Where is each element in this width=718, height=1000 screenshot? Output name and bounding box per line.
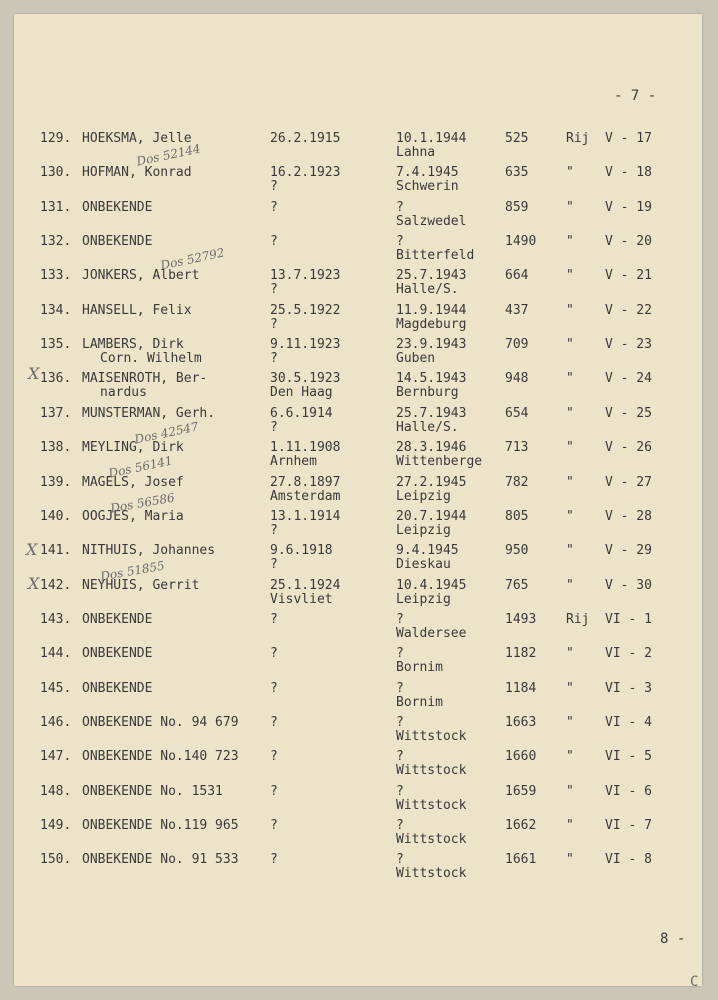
cell-grave: 664 [505, 268, 529, 284]
cell-num: 141. [40, 543, 72, 559]
cell-row: " [566, 199, 574, 215]
cell-row: " [566, 646, 574, 662]
table-row [0, 852, 718, 886]
cell-death: ? [396, 680, 404, 696]
cell-place: Waldersee [396, 625, 467, 641]
cell-row: " [566, 508, 574, 524]
cell-plot: V - 18 [605, 165, 652, 181]
cell-plot: V - 23 [605, 337, 652, 353]
cell-plot: V - 30 [605, 577, 652, 593]
cell-row: " [566, 749, 574, 765]
cell-row: " [566, 405, 574, 421]
cell-name: OOGJES, Maria [82, 508, 184, 524]
cell-grave: 1490 [505, 234, 537, 250]
cell-num: 134. [40, 302, 72, 318]
cell-death: ? [396, 714, 404, 730]
cell-name: HANSELL, Felix [82, 302, 192, 318]
table-row [0, 681, 718, 715]
cell-grave: 859 [505, 199, 529, 215]
cell-grave: 1662 [505, 818, 537, 833]
cell-plot: VI - 7 [605, 818, 652, 833]
cell-birth2: ? [270, 316, 278, 332]
cell-plot: VI - 8 [605, 852, 652, 868]
cell-grave: 1184 [505, 680, 537, 696]
table-row [0, 749, 718, 783]
cell-birth: 30.5.1923 [270, 371, 341, 387]
cell-place: Bernburg [396, 385, 459, 401]
cell-death: ? [396, 852, 404, 868]
cell-birth: 27.8.1897 [270, 474, 341, 490]
cell-plot: V - 27 [605, 474, 652, 490]
cell-name: ONBEKENDE [82, 611, 153, 627]
cell-birth: 1.11.1908 [270, 440, 341, 456]
cell-birth: ? [270, 783, 278, 799]
cell-num: 147. [40, 749, 72, 765]
cell-row: " [566, 714, 574, 730]
cell-birth: 13.1.1914 [270, 508, 341, 524]
cell-birth: 26.2.1915 [270, 131, 341, 146]
cell-death: 25.7.1943 [396, 268, 467, 284]
cell-birth: 25.5.1922 [270, 302, 341, 318]
table-row [0, 165, 718, 199]
cell-name: HOEKSMA, Jelle [82, 131, 192, 146]
cell-plot: V - 20 [605, 234, 652, 250]
corner-mark: C [690, 974, 699, 990]
next-page-marker: 8 - [660, 931, 686, 947]
table-row [0, 268, 718, 302]
table-row [0, 475, 718, 509]
cell-name: JONKERS, Albert [82, 268, 200, 284]
cell-place: Bitterfeld [396, 248, 475, 264]
cell-birth: 9.11.1923 [270, 337, 341, 353]
cell-birth: ? [270, 234, 278, 250]
table-row [0, 784, 718, 818]
cell-place: Leipzig [396, 522, 451, 538]
cell-row: " [566, 474, 574, 490]
cell-row: " [566, 783, 574, 799]
cell-num: 143. [40, 611, 72, 627]
cell-num: 137. [40, 405, 72, 421]
cell-death: 10.1.1944 [396, 131, 467, 146]
cell-plot: V - 26 [605, 440, 652, 456]
handwritten-annotation: Dos 51855 [99, 558, 166, 584]
table-row [0, 818, 718, 852]
cell-birth2: ? [270, 557, 278, 573]
cell-grave: 1661 [505, 852, 537, 868]
cell-death: ? [396, 611, 404, 627]
cell-plot: V - 19 [605, 199, 652, 215]
cell-plot: V - 17 [605, 131, 652, 146]
table-row [0, 371, 718, 405]
cell-place: Wittstock [396, 763, 467, 779]
handwritten-annotation: Dos 56141 [107, 453, 174, 481]
cell-place: Wittstock [396, 866, 467, 882]
table-row [0, 715, 718, 749]
cell-plot: V - 29 [605, 543, 652, 559]
cell-plot: VI - 1 [605, 611, 652, 627]
cell-num: 136. [40, 371, 72, 387]
cell-name: ONBEKENDE [82, 199, 153, 215]
cell-grave: 1493 [505, 611, 537, 627]
cell-birth2: Visvliet [270, 591, 333, 607]
cell-grave: 948 [505, 371, 529, 387]
cell-num: 145. [40, 680, 72, 696]
cell-name: ONBEKENDE No.140 723 [82, 749, 239, 765]
cell-birth2: Arnhem [270, 454, 317, 470]
cell-birth: ? [270, 646, 278, 662]
handwritten-annotation: Dos 56586 [109, 490, 176, 516]
cell-death: 14.5.1943 [396, 371, 467, 387]
cell-place: Schwerin [396, 179, 459, 195]
cell-plot: V - 22 [605, 302, 652, 318]
cell-num: 146. [40, 714, 72, 730]
cell-grave: 437 [505, 302, 529, 318]
cell-row: " [566, 818, 574, 833]
table-row [0, 131, 718, 165]
cell-birth: ? [270, 611, 278, 627]
cell-birth: 16.2.1923 [270, 165, 341, 181]
cell-grave: 1659 [505, 783, 537, 799]
cell-name: ONBEKENDE No. 1531 [82, 783, 223, 799]
cell-row: " [566, 680, 574, 696]
cell-birth2: ? [270, 282, 278, 298]
cell-num: 132. [40, 234, 72, 250]
table-row [0, 509, 718, 543]
cell-birth: ? [270, 749, 278, 765]
cell-death: 25.7.1943 [396, 405, 467, 421]
cell-birth2: ? [270, 351, 278, 367]
cell-place: Lahna [396, 145, 436, 160]
cell-num: 140. [40, 508, 72, 524]
cell-plot: VI - 5 [605, 749, 652, 765]
cell-num: 135. [40, 337, 72, 353]
cell-row: " [566, 165, 574, 181]
cell-death: 27.2.1945 [396, 474, 467, 490]
cell-plot: VI - 6 [605, 783, 652, 799]
table-row [0, 406, 718, 440]
cell-name: MEYLING, Dirk [82, 440, 184, 456]
cell-num: 129. [40, 131, 72, 146]
cell-plot: V - 21 [605, 268, 652, 284]
cell-birth2: ? [270, 179, 278, 195]
cell-death: ? [396, 818, 404, 833]
cell-num: 139. [40, 474, 72, 490]
cell-place: Dieskau [396, 557, 451, 573]
cell-name: MAISENROTH, Ber- [82, 371, 208, 387]
cell-place: Bornim [396, 660, 443, 676]
cell-death: ? [396, 749, 404, 765]
cell-death: 28.3.1946 [396, 440, 467, 456]
cell-birth: ? [270, 714, 278, 730]
cell-grave: 525 [505, 131, 529, 146]
cell-plot: V - 25 [605, 405, 652, 421]
cell-row: " [566, 543, 574, 559]
table-row [0, 646, 718, 680]
cell-row: " [566, 440, 574, 456]
cell-name: MUNSTERMAN, Gerh. [82, 405, 216, 421]
cell-row: " [566, 302, 574, 318]
cell-name: ONBEKENDE No. 91 533 [82, 852, 239, 868]
cell-death: ? [396, 783, 404, 799]
cell-death: 7.4.1945 [396, 165, 459, 181]
cell-grave: 1182 [505, 646, 537, 662]
cell-place: Wittstock [396, 832, 467, 847]
cell-row: " [566, 337, 574, 353]
cell-birth: ? [270, 818, 278, 833]
cell-place: Magdeburg [396, 316, 467, 332]
cell-name: NITHUIS, Johannes [82, 543, 216, 559]
cell-name: MAGELS, Josef [82, 474, 184, 490]
cell-grave: 635 [505, 165, 529, 181]
cell-name: ONBEKENDE [82, 680, 153, 696]
cell-birth2: ? [270, 522, 278, 538]
cell-row: " [566, 852, 574, 868]
cell-place: Halle/S. [396, 282, 459, 298]
handwritten-annotation: Dos 42547 [133, 419, 200, 447]
cell-name: LAMBERS, Dirk [82, 337, 184, 353]
cell-death: 10.4.1945 [396, 577, 467, 593]
cell-place: Guben [396, 351, 436, 367]
cell-name: NEYHUIS, Gerrit [82, 577, 200, 593]
cell-name: HOFMAN, Konrad [82, 165, 192, 181]
table-row [0, 303, 718, 337]
cell-num: 142. [40, 577, 72, 593]
cell-plot: VI - 3 [605, 680, 652, 696]
cell-plot: VI - 4 [605, 714, 652, 730]
table-row [0, 578, 718, 612]
cell-place: Wittstock [396, 797, 467, 813]
cell-place: Wittstock [396, 728, 467, 744]
cell-plot: V - 24 [605, 371, 652, 387]
cell-row: " [566, 371, 574, 387]
cell-death: 23.9.1943 [396, 337, 467, 353]
cell-grave: 654 [505, 405, 529, 421]
cell-birth: 6.6.1914 [270, 405, 333, 421]
cell-death: 20.7.1944 [396, 508, 467, 524]
cell-num: 133. [40, 268, 72, 284]
cell-row: " [566, 577, 574, 593]
cell-death: ? [396, 234, 404, 250]
cell-grave: 709 [505, 337, 529, 353]
cell-plot: VI - 2 [605, 646, 652, 662]
cell-row: Rij [566, 611, 590, 627]
cell-death: 9.4.1945 [396, 543, 459, 559]
cell-birth: 9.6.1918 [270, 543, 333, 559]
cell-name2: nardus [100, 385, 147, 401]
pencil-cross-mark: X [28, 574, 40, 593]
cell-birth2: ? [270, 419, 278, 435]
cell-place: Leipzig [396, 591, 451, 607]
cell-num: 149. [40, 818, 72, 833]
cell-num: 148. [40, 783, 72, 799]
cell-num: 144. [40, 646, 72, 662]
cell-birth2: Amsterdam [270, 488, 341, 504]
handwritten-annotation: Dos 52144 [135, 141, 202, 169]
cell-row: " [566, 268, 574, 284]
cell-grave: 713 [505, 440, 529, 456]
table-row [0, 200, 718, 234]
cell-grave: 805 [505, 508, 529, 524]
cell-grave: 1660 [505, 749, 537, 765]
table-row [0, 612, 718, 646]
cell-name: ONBEKENDE No. 94 679 [82, 714, 239, 730]
cell-place: Salzwedel [396, 213, 467, 229]
cell-birth2: Den Haag [270, 385, 333, 401]
cell-num: 138. [40, 440, 72, 456]
cell-name: ONBEKENDE [82, 646, 153, 662]
cell-place: Wittenberge [396, 454, 483, 470]
cell-grave: 782 [505, 474, 529, 490]
cell-death: ? [396, 646, 404, 662]
cell-grave: 765 [505, 577, 529, 593]
cell-birth: ? [270, 852, 278, 868]
cell-birth: ? [270, 199, 278, 215]
cell-num: 131. [40, 199, 72, 215]
cell-num: 150. [40, 852, 72, 868]
cell-grave: 1663 [505, 714, 537, 730]
cell-name: ONBEKENDE [82, 234, 153, 250]
cell-row: " [566, 234, 574, 250]
cell-grave: 950 [505, 543, 529, 559]
table-row [0, 337, 718, 371]
cell-death: 11.9.1944 [396, 302, 467, 318]
cell-place: Halle/S. [396, 419, 459, 435]
table-row [0, 234, 718, 268]
pencil-cross-mark: X [26, 540, 38, 559]
cell-birth: ? [270, 680, 278, 696]
page-number: - 7 - [614, 88, 657, 104]
handwritten-annotation: Dos 52792 [159, 245, 226, 273]
cell-plot: V - 28 [605, 508, 652, 524]
cell-birth: 25.1.1924 [270, 577, 341, 593]
cell-place: Leipzig [396, 488, 451, 504]
pencil-cross-mark: X [28, 364, 40, 383]
cell-birth: 13.7.1923 [270, 268, 341, 284]
cell-name2: Corn. Wilhelm [100, 351, 202, 367]
cell-name: ONBEKENDE No.119 965 [82, 818, 239, 833]
cell-num: 130. [40, 165, 72, 181]
cell-place: Bornim [396, 694, 443, 710]
cell-death: ? [396, 199, 404, 215]
cell-row: Rij [566, 131, 590, 146]
